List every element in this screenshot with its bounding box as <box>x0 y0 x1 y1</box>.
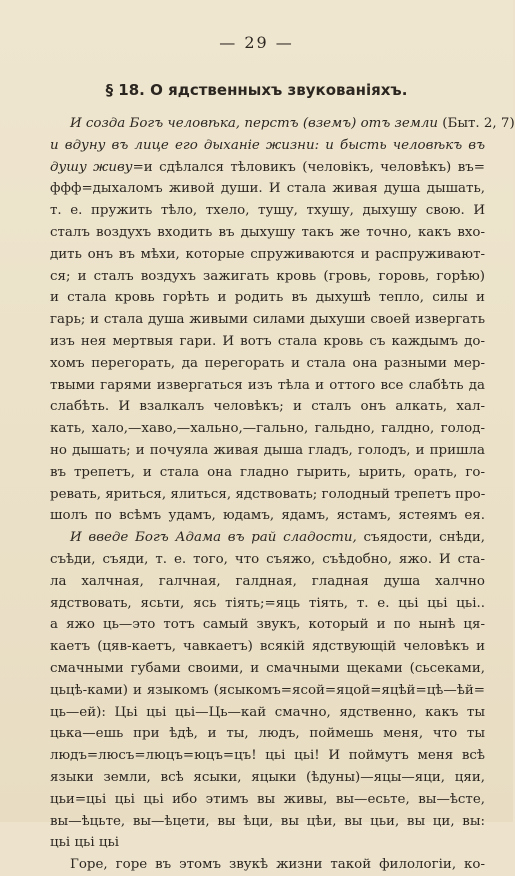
text-line <box>50 113 515 135</box>
text-segment: т. е. пружить тѣло, тхело, тушу, тхушу, дыхушу свою. И <box>50 203 485 219</box>
text-line <box>50 244 485 266</box>
text-segment: а яжо ць—это тотъ самый звукъ, который и по нынѣ ця- <box>50 617 485 633</box>
text-segment: кать, хало,—хаво,—хально,—гально, гальдно, галдно, голод- <box>50 421 485 437</box>
text-segment: дить онъ въ мѣхи, которые спруживаются и распруживают- <box>50 246 485 262</box>
text-line <box>50 178 485 200</box>
italic-text-segment: И введе Богъ Адама въ рай сладости, <box>70 530 357 546</box>
text-line <box>50 658 485 680</box>
text-segment: цьі цьі цьі <box>50 835 120 851</box>
text-segment: гарь; и стала душа живыми силами дыхуши своей извергать <box>50 312 485 328</box>
text-segment: и стала кровь горѣть и родить въ дыхушѣ тепло, силы и <box>50 290 485 306</box>
text-line <box>50 266 485 288</box>
text-line <box>50 462 485 484</box>
text-segment: ла халчная, галчная, галдная, гладная душа халчно <box>50 573 485 589</box>
text-segment: людъ=люсъ=люцъ=юцъ=цъ! цьі цьі! И поймутъ меня всѣ <box>50 748 485 764</box>
text-segment: вы—ѣцьте, вы—ѣцети, вы ѣци, вы цѣи, вы цьи, вы ци, вы: <box>50 813 485 829</box>
text-line <box>50 636 485 658</box>
text-line <box>50 702 485 724</box>
text-line <box>50 767 485 789</box>
text-line <box>50 593 485 615</box>
text-line <box>50 723 485 745</box>
text-segment: цьи=цьі цьі цьі ибо этимъ вы живы, вы—есьте, вы—ѣсте, <box>50 791 485 807</box>
text-line <box>50 832 485 854</box>
text-segment: цьцѣ-ками) и языкомъ (ясыкомъ=ясой=яцой=яцѣй=цѣ—ѣй= <box>50 682 485 698</box>
text-segment: сталъ воздухъ входить въ дыхушу такъ же точно, какъ вхо- <box>50 224 485 240</box>
text-segment: ффф=дыхаломъ живой души. И стала живая душа дышать, <box>50 181 485 197</box>
text-segment: въ трепетъ, и стала она гладно гырить, ырить, орать, го- <box>50 464 485 480</box>
text-segment: ядствовать, ясьти, ясь тіять;=яць тіять, т. е. цьі цьі цьі.. <box>50 595 485 611</box>
text-line <box>50 287 485 309</box>
text-segment: хомъ перегорать, да перегорать и стала она разными мер- <box>50 355 485 371</box>
text-line <box>50 614 485 636</box>
text-segment: съѣди, съяди, т. е. того, что съяжо, съѣдобно, яжо. И ста- <box>50 551 485 567</box>
text-line <box>50 222 485 244</box>
text-segment: твыми гарями извергаться изъ тѣла и оттого все слабѣть да <box>50 377 485 393</box>
italic-text-segment: душу живу <box>50 159 133 175</box>
text-line <box>50 309 485 331</box>
text-line <box>50 571 485 593</box>
text-line <box>50 396 485 418</box>
text-body <box>50 113 515 876</box>
text-segment: изъ нея мертвыя гари. И вотъ стала кровь съ каждымъ до- <box>50 333 485 349</box>
italic-text-segment: И созда Богъ человѣка, перстъ (вземъ) отъ земли <box>70 116 438 131</box>
text-line <box>50 505 485 527</box>
text-segment: ревать, яриться, ялиться, ядствовать; голодный трепетъ про- <box>50 486 486 502</box>
text-line <box>50 745 485 767</box>
text-line <box>50 811 485 833</box>
text-segment: =и сдѣлался тѣловикъ (человікъ, человѣкъ) въ= <box>132 159 485 175</box>
page-number: — 29 — <box>219 33 294 52</box>
text-line <box>50 484 485 506</box>
text-line <box>50 440 485 462</box>
text-segment: шолъ по всѣмъ удамъ, юдамъ, ядамъ, ястамъ, ястеямъ ея. <box>50 508 485 524</box>
text-segment: но дышать; и почуяла живая дыша гладъ, голодъ, и пришла <box>50 442 485 458</box>
text-line <box>50 854 485 876</box>
text-segment: слабѣть. И взалкалъ человѣкъ; и сталъ онъ алкать, хал- <box>50 399 485 415</box>
section-title: § 18. О ядственныхъ звукованіяхъ. <box>105 81 408 99</box>
text-line <box>50 200 485 222</box>
text-line <box>50 549 485 571</box>
text-segment: смачными губами своими, и смачными щеками (сьсеками, <box>50 660 485 676</box>
text-segment: ць—ей): Цьі цьі цьі—Ць—кай смачно, ядственно, какъ ты <box>50 704 485 720</box>
text-line <box>50 353 485 375</box>
text-segment: цька—ешь при ѣдѣ, и ты, людъ, поймешь меня, что ты <box>50 726 485 742</box>
text-line <box>50 527 485 549</box>
text-line <box>50 375 485 397</box>
text-segment: каетъ (цяв-каетъ, чавкаетъ) всякій ядствующій человѣкъ и <box>50 639 485 655</box>
text-segment: Горе, горе въ этомъ звукѣ жизни такой филологіи, ко- <box>70 857 485 873</box>
text-line <box>50 135 485 157</box>
text-line <box>50 418 485 440</box>
text-line <box>50 680 485 702</box>
text-line <box>50 789 485 811</box>
text-segment: языки земли, всѣ ясыки, яцыки (ѣдуны)—яцы—яци, цяи, <box>50 769 485 785</box>
text-segment: (Быт. 2, 7) <box>438 116 515 131</box>
italic-text-segment: и вдуну въ лице его дыханіе жизни: и бысть человѣкъ въ <box>50 137 485 153</box>
text-segment: съядости, снѣди, <box>356 530 485 546</box>
text-segment: ся; и сталъ воздухъ зажигать кровь (гровь, горовь, горѣю) <box>50 268 485 284</box>
text-line <box>50 331 485 353</box>
text-line <box>50 157 485 179</box>
